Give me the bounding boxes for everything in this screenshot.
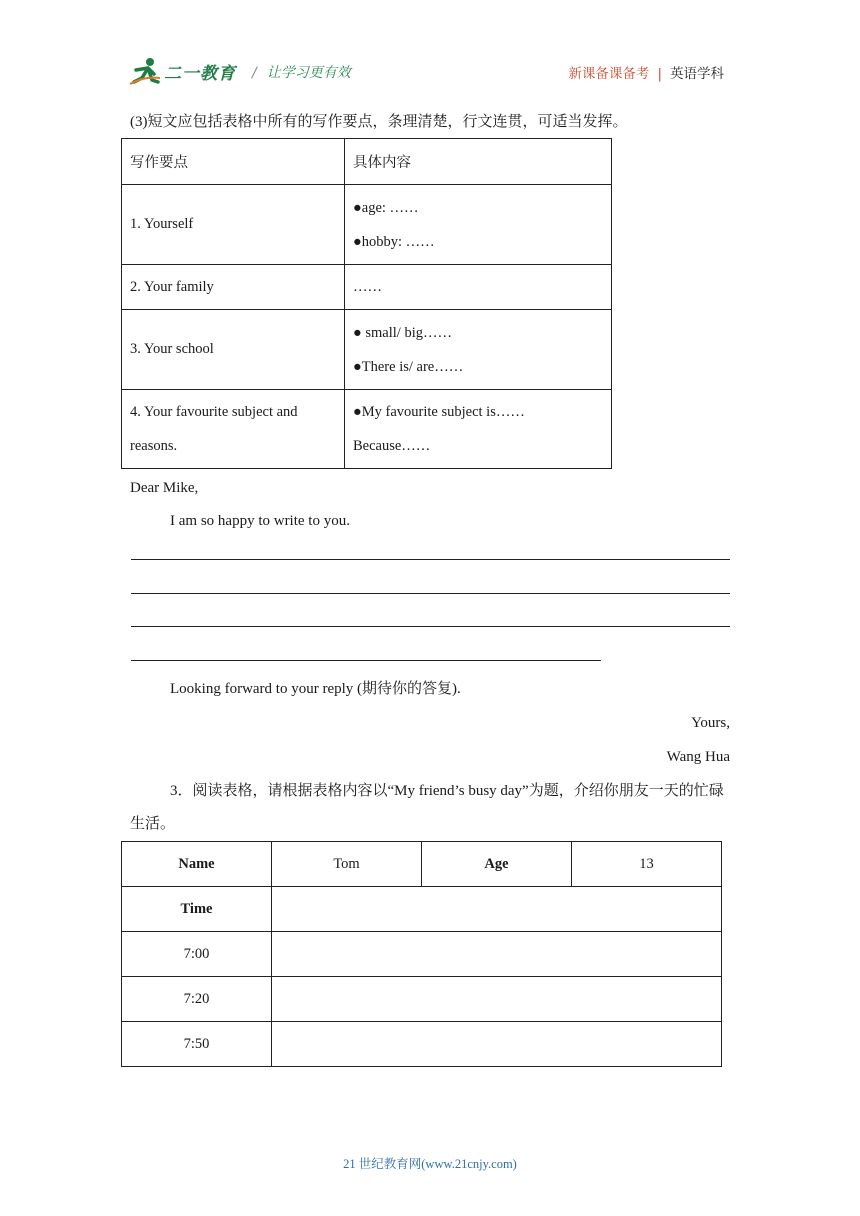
content-cell: [345, 390, 612, 469]
table-row: [122, 265, 612, 310]
task3-prompt-line1: 3．阅读表格，请根据表格内容以“My friend’s busy day”为题，介绍你朋友一天的忙碌: [170, 783, 724, 799]
time-cell: 7:50: [122, 1022, 272, 1067]
time-cell: 7:20: [122, 977, 272, 1022]
subject-tag: 英语学科: [670, 66, 724, 82]
table-row: [122, 310, 612, 390]
letter-opening: I am so happy to write to you.: [170, 513, 350, 529]
page-header: [128, 56, 732, 92]
age-value-cell: 13: [572, 842, 722, 887]
name-value-cell: Tom: [272, 842, 422, 887]
writing-points-table: [121, 138, 612, 469]
task3-prompt-line2: 生活。: [130, 816, 176, 832]
table-row: [122, 185, 612, 265]
page-footer: 21 世纪教育网(www.21cnjy.com): [343, 1157, 517, 1171]
activity-cell[interactable]: [272, 1022, 722, 1067]
age-label-cell: Age: [422, 842, 572, 887]
activity-cell[interactable]: [272, 977, 722, 1022]
activity-cell[interactable]: [272, 887, 722, 932]
table-header-row: [122, 139, 612, 185]
content-cell: ……: [345, 265, 612, 310]
logo-text: 二一教育: [164, 63, 236, 84]
point-line: 4. Your favourite subject and: [130, 404, 298, 420]
content-line: ●age: ……: [353, 199, 419, 216]
header-tags: [568, 62, 724, 82]
answer-blank-line[interactable]: [131, 626, 730, 627]
slogan: [252, 62, 351, 82]
slogan-text: 让学习更有效: [266, 65, 351, 81]
table-row: [122, 1022, 722, 1067]
point-cell: 3. Your school: [122, 310, 345, 390]
runner-logo-icon: [128, 56, 162, 86]
table-row: [122, 390, 612, 469]
content-line: ● small/ big……: [353, 324, 452, 341]
content-cell: [345, 185, 612, 265]
point-cell: 2. Your family: [122, 265, 345, 310]
header-cell-content: 具体内容: [345, 139, 612, 185]
table-row: [122, 932, 722, 977]
content-line: Because……: [353, 438, 431, 454]
instruction-3: (3)短文应包括表格中所有的写作要点，条理清楚，行文连贯，可适当发挥。: [130, 114, 628, 130]
name-label-cell: Name: [122, 842, 272, 887]
content-line: ●There is/ are……: [353, 358, 464, 375]
letter-signature: Wang Hua: [666, 749, 730, 765]
point-line: reasons.: [130, 438, 178, 454]
schedule-table: [121, 841, 722, 1067]
time-cell: 7:00: [122, 932, 272, 977]
point-cell: [122, 390, 345, 469]
answer-blank-line[interactable]: [131, 559, 730, 560]
content-line: ●My favourite subject is……: [353, 404, 525, 420]
content-cell: [345, 310, 612, 390]
activity-cell[interactable]: [272, 932, 722, 977]
letter-closing: Looking forward to your reply (期待你的答复).: [170, 681, 461, 697]
table-row: [122, 887, 722, 932]
content-line: ●hobby: ……: [353, 233, 435, 250]
letter-signoff: Yours,: [691, 715, 730, 731]
slogan-separator: /: [252, 65, 257, 81]
answer-blank-line[interactable]: [131, 593, 730, 594]
time-label-cell: Time: [122, 887, 272, 932]
table-row: [122, 842, 722, 887]
letter-greeting: Dear Mike,: [130, 480, 199, 496]
brand-logo: [128, 56, 236, 86]
course-tag: 新课备课备考: [568, 66, 650, 82]
answer-blank-line[interactable]: [131, 660, 601, 661]
table-row: [122, 977, 722, 1022]
header-cell-points: 写作要点: [122, 139, 345, 185]
point-cell: 1. Yourself: [122, 185, 345, 265]
tag-separator: |: [657, 66, 662, 82]
